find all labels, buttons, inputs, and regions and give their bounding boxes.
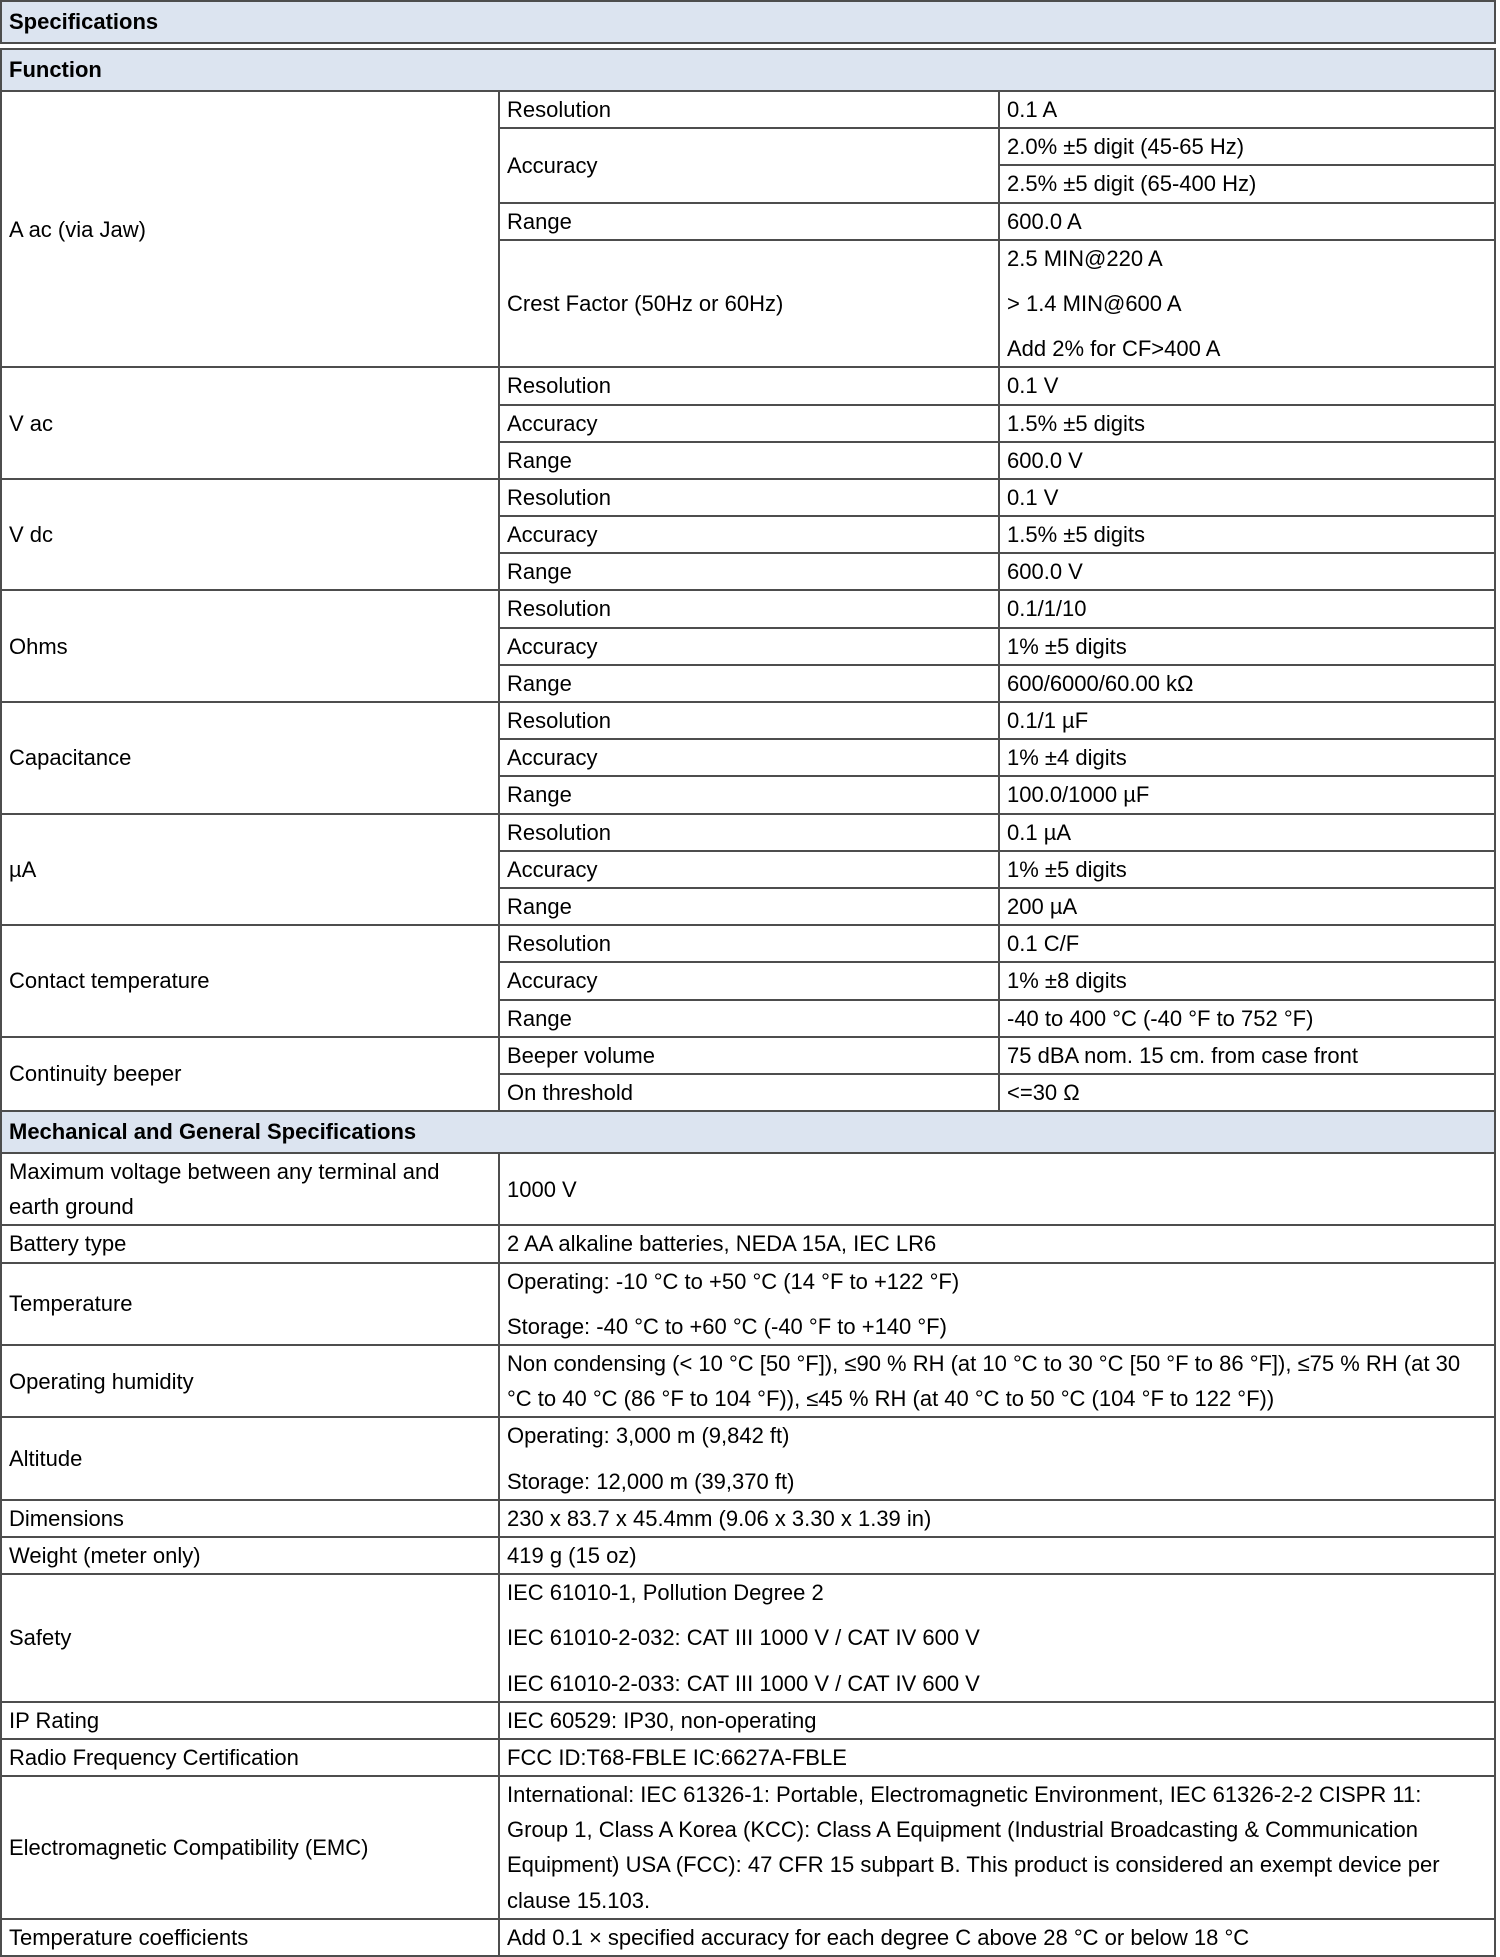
value-cell: 200 µA [999, 888, 1495, 925]
function-section-header: Function [1, 49, 1495, 91]
spec-label-cell: Temperature [1, 1263, 499, 1345]
param-cell: Accuracy [499, 739, 999, 776]
spec-value-cell: 419 g (15 oz) [499, 1537, 1495, 1574]
function-name-cell: Ohms [1, 590, 499, 702]
table-row [1, 1153, 1495, 1225]
value-cell: 2.0% ±5 digit (45-65 Hz) [999, 128, 1495, 165]
spec-value-cell [499, 1417, 1495, 1499]
function-name-cell: Contact temperature [1, 925, 499, 1037]
function-name-cell: V ac [1, 367, 499, 479]
value-cell: 1% ±5 digits [999, 628, 1495, 665]
spec-value-cell: International: IEC 61326-1: Portable, Electromagnetic Environment, IEC 61326-2-2 CISPR 11: Group 1, Class A Korea (KCC): Class A Equipment (Industrial Broadcasting & Communication Equipment) USA (FCC): 47 CFR 15 subpart B. This product is considered an exempt device per clause 15.103. [499, 1776, 1495, 1919]
table-row [1, 1417, 1495, 1499]
param-cell: Range [499, 203, 999, 240]
table-row [1, 1574, 1495, 1702]
value-line: IEC 61010-1, Pollution Degree 2 [507, 1580, 824, 1606]
value-cell: 1% ±5 digits [999, 851, 1495, 888]
value-cell: 600.0 V [999, 442, 1495, 479]
param-cell: Accuracy [499, 962, 999, 999]
param-cell: Range [499, 1000, 999, 1037]
table-row [1, 367, 1495, 404]
table-row [1, 925, 1495, 962]
spec-label-cell: Radio Frequency Certification [1, 1739, 499, 1776]
value-cell: -40 to 400 °C (-40 °F to 752 °F) [999, 1000, 1495, 1037]
param-cell: Accuracy [499, 128, 999, 202]
value-cell: 1% ±4 digits [999, 739, 1495, 776]
spec-label-cell: Operating humidity [1, 1345, 499, 1417]
mechanical-section-header-row [1, 1111, 1495, 1153]
function-name-cell: Capacitance [1, 702, 499, 814]
table-row [1, 1225, 1495, 1262]
specifications-title: Specifications [1, 1, 1495, 43]
spec-value-cell: 230 x 83.7 x 45.4mm (9.06 x 3.30 x 1.39 in) [499, 1500, 1495, 1537]
spec-label-cell: Electromagnetic Compatibility (EMC) [1, 1776, 499, 1919]
value-line: Operating: -10 °C to +50 °C (14 °F to +122 °F) [507, 1268, 960, 1294]
spec-label-cell: Temperature coefficients [1, 1919, 499, 1956]
table-row [1, 91, 1495, 128]
param-cell: Resolution [499, 91, 999, 128]
table-row [1, 1345, 1495, 1417]
value-line: Add 2% for CF>400 A [1007, 336, 1221, 362]
spec-value-cell: Add 0.1 × specified accuracy for each degree C above 28 °C or below 18 °C [499, 1919, 1495, 1956]
param-cell: Crest Factor (50Hz or 60Hz) [499, 240, 999, 368]
table-row [1, 1739, 1495, 1776]
spec-label-cell: Safety [1, 1574, 499, 1702]
spec-value-cell: 1000 V [499, 1153, 1495, 1225]
param-cell: Beeper volume [499, 1037, 999, 1074]
param-cell: Accuracy [499, 516, 999, 553]
spec-value-cell: 2 AA alkaline batteries, NEDA 15A, IEC LR6 [499, 1225, 1495, 1262]
value-line: > 1.4 MIN@600 A [1007, 290, 1182, 316]
function-name-cell: V dc [1, 479, 499, 591]
specifications-title-row [1, 1, 1495, 43]
param-cell: Accuracy [499, 851, 999, 888]
value-line: Operating: 3,000 m (9,842 ft) [507, 1423, 790, 1449]
spec-label-cell: Weight (meter only) [1, 1537, 499, 1574]
table-row [1, 1776, 1495, 1919]
table-row [1, 1702, 1495, 1739]
param-cell: Resolution [499, 479, 999, 516]
spec-label-cell: IP Rating [1, 1702, 499, 1739]
param-cell: Range [499, 888, 999, 925]
param-cell: Resolution [499, 814, 999, 851]
spec-value-cell: Non condensing (< 10 °C [50 °F]), ≤90 % RH (at 10 °C to 30 °C [50 °F to 86 °F]), ≤75 % RH (at 30 °C to 40 °C (86 °F to 104 °F)), ≤45 % RH (at 40 °C to 50 °C (104 °F to 122 °F)) [499, 1345, 1495, 1417]
param-cell: On threshold [499, 1074, 999, 1111]
table-row [1, 1500, 1495, 1537]
param-cell: Resolution [499, 590, 999, 627]
param-cell: Accuracy [499, 628, 999, 665]
value-cell: 0.1/1 µF [999, 702, 1495, 739]
value-cell: 0.1/1/10 [999, 590, 1495, 627]
value-line: Storage: 12,000 m (39,370 ft) [507, 1468, 795, 1494]
table-row [1, 1537, 1495, 1574]
value-cell: 0.1 A [999, 91, 1495, 128]
function-name-cell: Continuity beeper [1, 1037, 499, 1111]
value-cell: 600/6000/60.00 kΩ [999, 665, 1495, 702]
spec-label-cell: Altitude [1, 1417, 499, 1499]
function-name-cell: A ac (via Jaw) [1, 91, 499, 367]
param-cell: Range [499, 553, 999, 590]
function-name-cell: µA [1, 814, 499, 926]
function-section-header-row [1, 49, 1495, 91]
value-line: IEC 61010-2-033: CAT III 1000 V / CAT IV 600 V [507, 1670, 980, 1696]
value-cell: 1.5% ±5 digits [999, 516, 1495, 553]
value-cell: 0.1 C/F [999, 925, 1495, 962]
value-cell: 1.5% ±5 digits [999, 405, 1495, 442]
param-cell: Resolution [499, 925, 999, 962]
value-line: 2.5 MIN@220 A [1007, 245, 1163, 271]
value-cell: 600.0 V [999, 553, 1495, 590]
table-row [1, 814, 1495, 851]
param-cell: Resolution [499, 367, 999, 404]
value-cell: 0.1 V [999, 367, 1495, 404]
spec-value-cell [499, 1263, 1495, 1345]
table-row [1, 702, 1495, 739]
value-cell: 600.0 A [999, 203, 1495, 240]
spec-value-cell [499, 1574, 1495, 1702]
spec-value-cell: FCC ID:T68-FBLE IC:6627A-FBLE [499, 1739, 1495, 1776]
value-cell: <=30 Ω [999, 1074, 1495, 1111]
value-cell: 75 dBA nom. 15 cm. from case front [999, 1037, 1495, 1074]
param-cell: Accuracy [499, 405, 999, 442]
value-line: IEC 61010-2-032: CAT III 1000 V / CAT IV 600 V [507, 1625, 980, 1651]
table-row [1, 1037, 1495, 1074]
table-row [1, 1919, 1495, 1956]
value-cell: 2.5% ±5 digit (65-400 Hz) [999, 165, 1495, 202]
spec-value-cell: IEC 60529: IP30, non-operating [499, 1702, 1495, 1739]
table-row [1, 1263, 1495, 1345]
specifications-table [0, 48, 1496, 1957]
table-row [1, 479, 1495, 516]
table-row [1, 590, 1495, 627]
value-cell: 100.0/1000 µF [999, 776, 1495, 813]
mechanical-section-header: Mechanical and General Specifications [1, 1111, 1495, 1153]
param-cell: Resolution [499, 702, 999, 739]
spec-label-cell: Dimensions [1, 1500, 499, 1537]
spec-label-cell: Battery type [1, 1225, 499, 1262]
value-cell: 1% ±8 digits [999, 962, 1495, 999]
specifications-title-table [0, 0, 1496, 44]
value-line: Storage: -40 °C to +60 °C (-40 °F to +140 °F) [507, 1313, 947, 1339]
value-cell: 0.1 V [999, 479, 1495, 516]
param-cell: Range [499, 442, 999, 479]
value-cell: 0.1 µA [999, 814, 1495, 851]
param-cell: Range [499, 776, 999, 813]
param-cell: Range [499, 665, 999, 702]
value-cell [999, 240, 1495, 368]
spec-label-cell: Maximum voltage between any terminal and earth ground [1, 1153, 499, 1225]
